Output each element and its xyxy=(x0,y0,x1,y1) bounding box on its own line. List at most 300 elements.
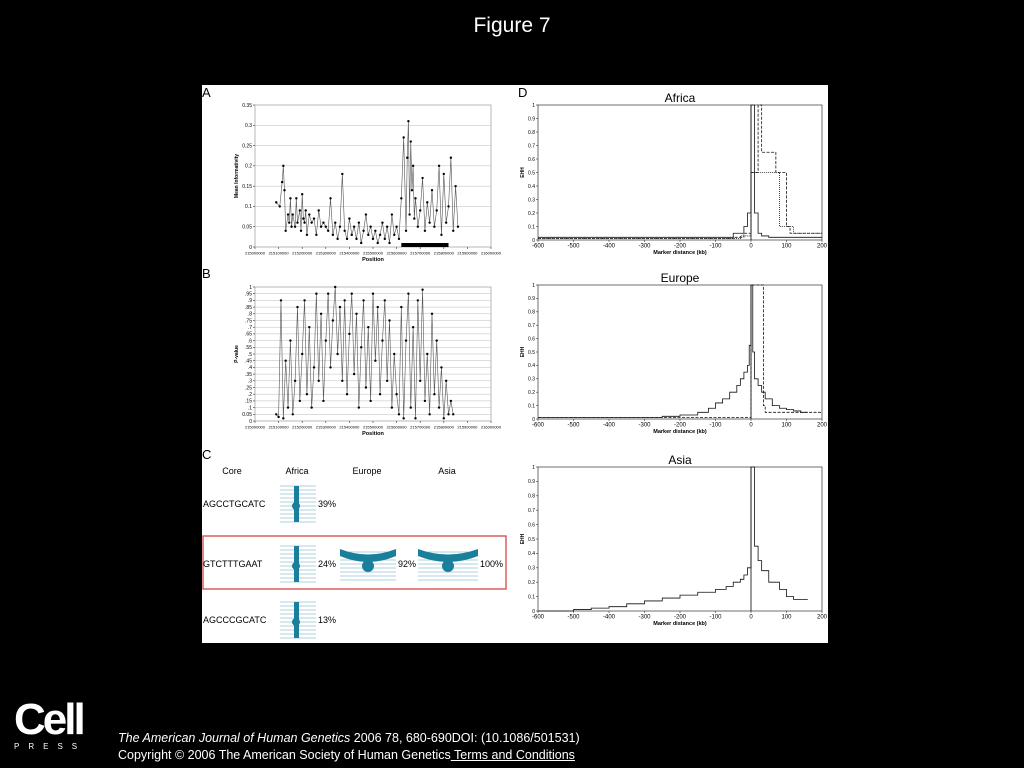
data-point xyxy=(289,197,291,199)
data-point xyxy=(431,313,433,315)
data-point xyxy=(300,230,302,232)
chart-0 xyxy=(234,103,502,263)
x-tick-label: 215000000 xyxy=(244,250,266,256)
data-point xyxy=(355,313,357,315)
y-axis-label: EHH xyxy=(520,346,526,358)
data-point xyxy=(281,181,283,183)
x-tick-label: 0 xyxy=(749,243,753,250)
y-tick-label: 0.3 xyxy=(528,565,535,572)
x-axis-label: Marker distance (kb) xyxy=(653,621,707,627)
table-header: Africa xyxy=(285,466,309,476)
y-tick-label: .45 xyxy=(245,358,252,365)
y-tick-label: 0 xyxy=(532,237,535,244)
core-sequence: AGCCCGCATC xyxy=(203,615,267,625)
data-point xyxy=(407,120,409,122)
x-tick-label: -600 xyxy=(531,422,545,429)
data-point xyxy=(295,197,297,199)
data-point xyxy=(414,417,416,419)
data-point xyxy=(296,221,298,223)
y-tick-label: .6 xyxy=(247,338,252,345)
data-point xyxy=(377,242,379,244)
copyright-text: Copyright © 2006 The American Society of Human Genetics xyxy=(118,748,451,762)
data-point xyxy=(336,353,338,355)
data-point xyxy=(358,221,360,223)
y-tick-label: 0.9 xyxy=(528,479,535,486)
data-point xyxy=(443,417,445,419)
citation-journal: The American Journal of Human Genetics xyxy=(118,731,351,745)
data-point xyxy=(367,234,369,236)
data-point xyxy=(411,189,413,191)
data-point xyxy=(421,288,423,290)
data-point xyxy=(322,221,324,223)
haplotype-core-node xyxy=(292,562,300,570)
chart-3 xyxy=(520,91,828,256)
panel-letter: B xyxy=(202,266,211,281)
y-tick-label: .5 xyxy=(247,351,252,358)
y-tick-label: .35 xyxy=(245,371,252,378)
x-tick-label: 215300000 xyxy=(315,250,336,256)
data-point xyxy=(334,221,336,223)
data-point xyxy=(355,238,357,240)
y-tick-label: 0.6 xyxy=(528,522,535,529)
data-point xyxy=(424,400,426,402)
data-point xyxy=(386,380,388,382)
data-point xyxy=(336,238,338,240)
x-tick-label: 200 xyxy=(816,614,828,621)
x-tick-label: -200 xyxy=(673,243,687,250)
data-point xyxy=(419,380,421,382)
x-tick-label: -100 xyxy=(709,614,722,621)
data-point xyxy=(327,230,329,232)
y-tick-label: 0.9 xyxy=(528,296,535,303)
haplotype-core-node xyxy=(362,560,374,572)
data-point xyxy=(367,326,369,328)
data-point xyxy=(440,366,442,368)
copyright-line xyxy=(118,747,580,764)
footer xyxy=(118,730,580,764)
data-point xyxy=(372,293,374,295)
data-point xyxy=(431,189,433,191)
plot-area xyxy=(538,285,822,419)
x-axis-label: Position xyxy=(362,431,384,437)
data-point xyxy=(279,205,281,207)
x-tick-label: 215900000 xyxy=(457,424,478,430)
cell-logo-press: PRESS xyxy=(14,742,87,751)
x-tick-label: 100 xyxy=(781,614,792,621)
y-tick-label: 0.4 xyxy=(528,183,535,190)
data-point xyxy=(395,393,397,395)
y-axis-label: P-value xyxy=(234,345,240,363)
x-tick-label: 215500000 xyxy=(362,250,384,256)
data-point xyxy=(348,217,350,219)
data-point xyxy=(393,353,395,355)
y-tick-label: 0.3 xyxy=(528,376,535,383)
data-point xyxy=(308,326,310,328)
africa-percent: 24% xyxy=(318,559,337,569)
figure-svg xyxy=(202,85,828,643)
data-point xyxy=(294,226,296,228)
y-tick-label: 0 xyxy=(249,244,252,251)
data-point xyxy=(332,319,334,321)
data-point xyxy=(329,197,331,199)
data-point xyxy=(339,306,341,308)
data-point xyxy=(320,226,322,228)
data-point xyxy=(412,165,414,167)
africa-percent: 13% xyxy=(318,615,337,625)
x-tick-label: -600 xyxy=(531,614,545,621)
x-tick-label: 215000000 xyxy=(244,424,266,430)
data-point xyxy=(306,393,308,395)
chart-4 xyxy=(520,271,828,435)
y-tick-label: .7 xyxy=(247,325,252,331)
data-point xyxy=(308,213,310,215)
y-tick-label: 0.25 xyxy=(242,143,252,150)
x-tick-label: 215500000 xyxy=(362,424,384,430)
data-point xyxy=(343,230,345,232)
y-tick-label: 0.1 xyxy=(245,204,252,211)
x-tick-label: 216000000 xyxy=(480,424,502,430)
data-point xyxy=(388,242,390,244)
table-header: Core xyxy=(222,466,242,476)
table-header: Europe xyxy=(352,466,382,476)
y-axis-label: Mean Informativity xyxy=(234,153,240,199)
data-point xyxy=(325,339,327,341)
x-tick-label: 100 xyxy=(781,422,792,429)
data-point xyxy=(426,201,428,203)
data-point xyxy=(280,299,282,301)
data-point xyxy=(391,213,393,215)
data-point xyxy=(362,230,364,232)
data-point xyxy=(303,221,305,223)
x-tick-label: 215700000 xyxy=(410,250,431,256)
y-tick-label: 0 xyxy=(532,608,535,615)
data-point xyxy=(348,333,350,335)
data-point xyxy=(450,400,452,402)
data-point xyxy=(325,226,327,228)
data-point xyxy=(417,299,419,301)
x-tick-label: -100 xyxy=(709,422,722,429)
y-tick-label: 0.15 xyxy=(242,183,252,190)
x-tick-label: -200 xyxy=(673,614,687,621)
data-point xyxy=(405,230,407,232)
data-point xyxy=(369,226,371,228)
x-tick-label: 0 xyxy=(749,614,753,621)
data-point xyxy=(374,360,376,362)
y-tick-label: 0.5 xyxy=(528,536,535,543)
data-point xyxy=(313,366,315,368)
x-tick-label: 215800000 xyxy=(433,424,454,430)
chart-1 xyxy=(234,285,502,437)
data-point xyxy=(369,400,371,402)
x-tick-label: 215400000 xyxy=(339,250,360,256)
data-point xyxy=(294,380,296,382)
x-tick-label: -300 xyxy=(638,614,651,621)
data-point xyxy=(353,226,355,228)
data-point xyxy=(305,209,307,211)
data-point xyxy=(419,209,421,211)
y-tick-label: 0.8 xyxy=(528,129,535,136)
data-point xyxy=(384,299,386,301)
data-point xyxy=(412,326,414,328)
data-point xyxy=(360,346,362,348)
data-point xyxy=(341,380,343,382)
chart-5 xyxy=(520,453,828,627)
x-tick-label: -500 xyxy=(567,422,580,429)
y-tick-label: 0.8 xyxy=(528,493,535,500)
data-point xyxy=(341,173,343,175)
data-point xyxy=(289,339,291,341)
data-point xyxy=(287,213,289,215)
citation xyxy=(118,730,580,747)
data-point xyxy=(318,380,320,382)
data-point xyxy=(296,306,298,308)
x-tick-label: 200 xyxy=(816,422,828,429)
data-point xyxy=(284,360,286,362)
y-tick-label: .75 xyxy=(245,318,252,325)
y-tick-label: 0 xyxy=(532,416,535,423)
data-point xyxy=(436,209,438,211)
data-point xyxy=(445,221,447,223)
y-tick-label: 1 xyxy=(532,282,535,289)
x-tick-label: 215900000 xyxy=(457,250,478,256)
data-point xyxy=(292,213,294,215)
y-tick-label: 0.9 xyxy=(528,116,535,123)
data-point xyxy=(395,226,397,228)
data-point xyxy=(457,226,459,228)
x-tick-label: 215300000 xyxy=(315,424,336,430)
data-point xyxy=(443,173,445,175)
y-tick-label: 0.05 xyxy=(242,224,252,231)
data-point xyxy=(405,339,407,341)
panel-letter: A xyxy=(202,85,211,100)
asia-percent: 100% xyxy=(480,559,504,569)
y-tick-label: 0.3 xyxy=(245,123,252,130)
data-point xyxy=(445,380,447,382)
citation-details: 2006 78, 680-690DOI: (10.1086/501531) xyxy=(350,731,580,745)
data-point xyxy=(301,193,303,195)
y-tick-label: 0 xyxy=(249,418,252,425)
data-point xyxy=(302,217,304,219)
data-point xyxy=(303,299,305,301)
x-axis-label: Marker distance (kb) xyxy=(653,250,707,256)
x-tick-label: 215200000 xyxy=(292,250,313,256)
data-point xyxy=(351,234,353,236)
data-point xyxy=(332,234,334,236)
chart-title: Africa xyxy=(664,91,696,105)
data-point xyxy=(428,221,430,223)
africa-percent: 39% xyxy=(318,499,337,509)
y-tick-label: 0.1 xyxy=(528,224,535,231)
data-point xyxy=(315,234,317,236)
data-point xyxy=(290,226,292,228)
y-tick-label: .2 xyxy=(247,392,252,398)
data-point xyxy=(346,393,348,395)
data-point xyxy=(377,306,379,308)
x-tick-label: -400 xyxy=(602,243,616,250)
haplotype-core-node xyxy=(292,618,300,626)
data-point xyxy=(346,238,348,240)
y-tick-label: 0.4 xyxy=(528,363,535,370)
core-sequence: AGCCTGCATC xyxy=(203,499,266,509)
chart-title: Asia xyxy=(668,453,692,467)
data-point xyxy=(310,406,312,408)
cell-press-logo xyxy=(14,695,87,752)
y-axis-label: EHH xyxy=(520,533,526,545)
europe-percent: 92% xyxy=(398,559,417,569)
plot-area xyxy=(255,105,491,247)
x-axis-label: Position xyxy=(362,257,384,263)
data-point xyxy=(334,286,336,288)
data-point xyxy=(440,234,442,236)
region-bar xyxy=(401,243,448,247)
y-axis-label: EHH xyxy=(520,167,526,178)
chart-title: Europe xyxy=(660,271,700,285)
y-tick-label: .95 xyxy=(245,291,252,298)
data-point xyxy=(275,201,277,203)
data-point xyxy=(414,197,416,199)
y-tick-label: 0.3 xyxy=(528,197,535,204)
data-point xyxy=(426,353,428,355)
x-tick-label: -400 xyxy=(602,614,616,621)
data-point xyxy=(402,136,404,138)
data-point xyxy=(447,205,449,207)
data-point xyxy=(374,230,376,232)
data-point xyxy=(379,234,381,236)
y-tick-label: .8 xyxy=(247,311,252,318)
x-tick-label: 215200000 xyxy=(292,424,313,430)
x-tick-label: -300 xyxy=(638,243,651,250)
x-tick-label: 215100000 xyxy=(268,424,289,430)
x-tick-label: 215100000 xyxy=(268,250,289,256)
data-point xyxy=(283,189,285,191)
data-point xyxy=(433,393,435,395)
x-tick-label: 100 xyxy=(781,243,792,250)
y-tick-label: 0.5 xyxy=(528,170,535,177)
x-tick-label: 215800000 xyxy=(433,250,454,256)
figure-panel xyxy=(202,85,828,643)
haplotype-core-node xyxy=(442,560,454,572)
y-tick-label: 0.1 xyxy=(528,594,535,601)
data-point xyxy=(384,238,386,240)
data-point xyxy=(381,221,383,223)
data-point xyxy=(413,217,415,219)
data-point xyxy=(282,165,284,167)
y-tick-label: 0.35 xyxy=(242,102,252,109)
data-point xyxy=(372,238,374,240)
x-axis-label: Marker distance (kb) xyxy=(653,429,707,435)
y-tick-label: .85 xyxy=(245,304,252,311)
y-tick-label: 0.4 xyxy=(528,551,535,558)
data-point xyxy=(365,386,367,388)
x-tick-label: -500 xyxy=(567,243,580,250)
data-point xyxy=(424,230,426,232)
y-tick-label: .9 xyxy=(247,298,252,305)
y-tick-label: .25 xyxy=(245,385,252,392)
data-point xyxy=(454,185,456,187)
data-point xyxy=(282,417,284,419)
data-point xyxy=(381,339,383,341)
core-sequence: GTCTTTGAAT xyxy=(203,559,263,569)
x-tick-label: 0 xyxy=(749,422,753,429)
panel-letter: C xyxy=(202,447,212,462)
data-point xyxy=(318,209,320,211)
y-tick-label: 0.2 xyxy=(245,163,252,170)
data-point xyxy=(452,413,454,415)
data-point xyxy=(410,406,412,408)
data-point xyxy=(379,393,381,395)
data-point xyxy=(421,177,423,179)
data-point xyxy=(400,306,402,308)
cell-logo-word: Cell xyxy=(14,695,83,744)
table-header: Asia xyxy=(438,466,456,476)
x-tick-label: -500 xyxy=(567,614,580,621)
data-point xyxy=(360,242,362,244)
data-point xyxy=(306,234,308,236)
data-point xyxy=(288,221,290,223)
data-point xyxy=(339,226,341,228)
data-point xyxy=(362,299,364,301)
data-point xyxy=(365,213,367,215)
data-point xyxy=(447,413,449,415)
y-tick-label: 0.7 xyxy=(528,508,535,514)
data-point xyxy=(277,416,279,418)
data-point xyxy=(301,353,303,355)
y-tick-label: 0.5 xyxy=(528,349,535,356)
y-tick-label: 0.05 xyxy=(242,412,252,419)
y-tick-label: 0.2 xyxy=(528,580,535,586)
x-tick-label: -200 xyxy=(673,422,687,429)
data-point xyxy=(327,293,329,295)
data-point xyxy=(315,293,317,295)
data-point xyxy=(433,226,435,228)
x-tick-label: -100 xyxy=(709,243,722,250)
data-point xyxy=(322,400,324,402)
data-point xyxy=(428,413,430,415)
data-point xyxy=(386,226,388,228)
panel-c-table xyxy=(203,466,506,638)
data-point xyxy=(417,226,419,228)
x-tick-label: -600 xyxy=(531,243,545,250)
panel-letter: D xyxy=(518,85,528,100)
data-point xyxy=(398,238,400,240)
y-tick-label: 1 xyxy=(249,284,252,291)
data-point xyxy=(275,413,277,415)
x-tick-label: -400 xyxy=(602,422,616,429)
y-tick-label: 0.6 xyxy=(528,336,535,343)
data-point xyxy=(450,157,452,159)
y-tick-label: .65 xyxy=(245,331,252,338)
data-point xyxy=(310,221,312,223)
data-point xyxy=(299,209,301,211)
data-point xyxy=(438,165,440,167)
y-tick-label: 1 xyxy=(532,102,535,109)
haplotype-core-node xyxy=(292,502,300,510)
data-point xyxy=(406,157,408,159)
y-tick-label: .55 xyxy=(245,345,252,352)
y-tick-label: 0.1 xyxy=(528,403,535,410)
data-point xyxy=(358,406,360,408)
data-point xyxy=(393,234,395,236)
data-point xyxy=(388,319,390,321)
x-tick-label: 215600000 xyxy=(386,424,407,430)
data-point xyxy=(329,366,331,368)
y-tick-label: .3 xyxy=(247,378,252,385)
terms-and-conditions-link[interactable]: Terms and Conditions xyxy=(450,748,575,762)
x-tick-label: 216000000 xyxy=(480,250,502,256)
x-tick-label: 200 xyxy=(816,243,828,250)
data-point xyxy=(320,313,322,315)
data-point xyxy=(438,406,440,408)
